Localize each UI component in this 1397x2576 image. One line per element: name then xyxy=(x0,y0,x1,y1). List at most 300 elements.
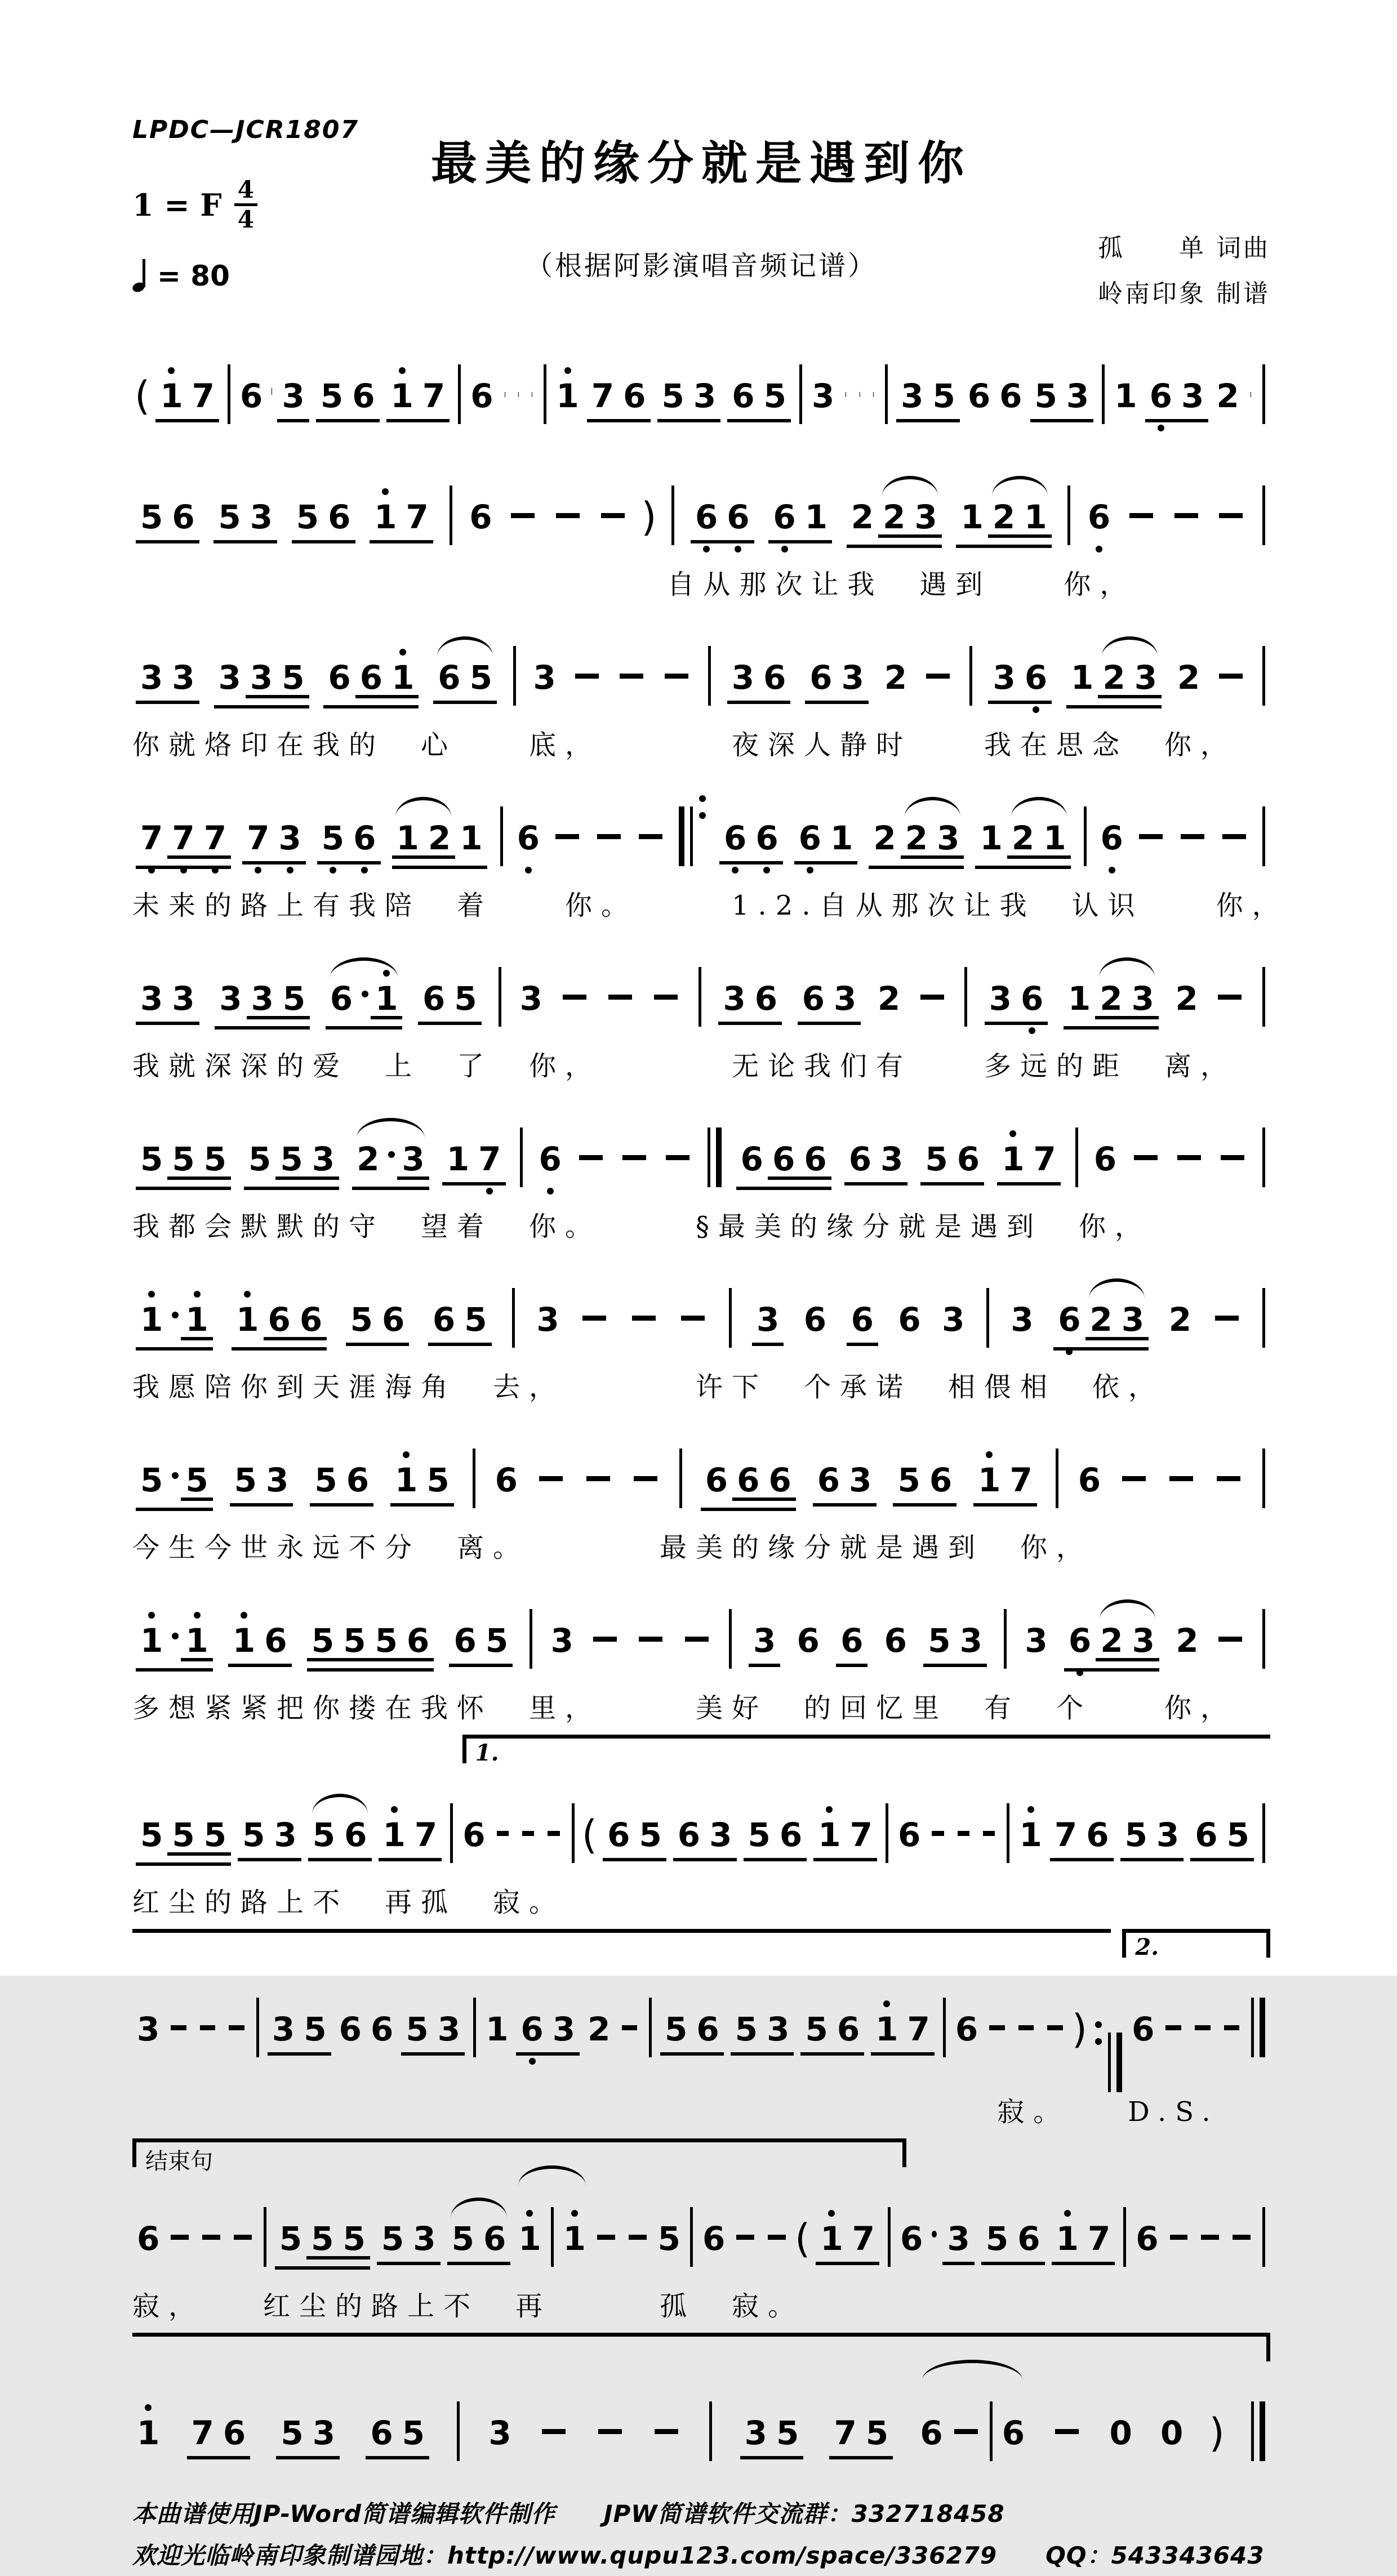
barline xyxy=(1099,364,1107,424)
music-system xyxy=(132,1729,1270,1920)
octave-dot-below xyxy=(525,867,532,873)
notation-line xyxy=(132,324,1270,442)
note: 2 xyxy=(1007,822,1039,854)
barline-stroke xyxy=(964,967,967,1027)
note: 3 xyxy=(829,982,861,1015)
duration-dash xyxy=(685,1637,709,1642)
barline-stroke xyxy=(690,2207,693,2267)
note: 3 xyxy=(274,822,305,854)
beam-group xyxy=(136,1303,213,1351)
augmentation-dot xyxy=(172,1633,179,1639)
barline-stroke xyxy=(458,364,461,424)
note: 3 xyxy=(308,1143,339,1175)
note: 6 xyxy=(893,1303,925,1336)
barline xyxy=(1081,806,1089,866)
note: 6 xyxy=(951,2013,982,2045)
beam-group xyxy=(268,2013,331,2056)
octave-dot-below xyxy=(807,867,813,873)
octave-dot-above xyxy=(194,1291,201,1298)
duration-dash xyxy=(1174,513,1198,518)
note: 3 xyxy=(807,380,839,412)
note: 6 xyxy=(1096,822,1128,854)
note: 6 xyxy=(264,1303,295,1336)
note: 1 xyxy=(371,982,402,1015)
octave-dot-below xyxy=(763,867,770,873)
note: 1 xyxy=(228,1624,260,1657)
note: 6 xyxy=(844,1143,876,1175)
duration-dash xyxy=(608,995,632,1000)
barline-stroke xyxy=(1260,1998,1265,2057)
note: 6 xyxy=(219,2417,250,2449)
barline-stroke xyxy=(500,806,503,866)
barline-stroke xyxy=(729,1609,732,1669)
octave-dot-below xyxy=(1029,1027,1035,1034)
note: 6 xyxy=(402,1624,434,1657)
octave-dot-above xyxy=(1009,1130,1016,1137)
repeat-dots xyxy=(1095,2021,1102,2045)
barline-stroke xyxy=(1075,1127,1078,1187)
note: 5 xyxy=(213,501,245,533)
notation-line xyxy=(132,1763,1270,1885)
music-system xyxy=(132,605,1270,763)
beam-group xyxy=(740,2417,804,2459)
footer xyxy=(132,2493,1270,2576)
barline xyxy=(1260,2207,1268,2267)
barline-stroke xyxy=(520,1127,523,1187)
lyrics-line: 红尘的路上不 再孤 寂。 xyxy=(132,1885,1270,1920)
note: 2 xyxy=(583,2013,615,2045)
note: 3 xyxy=(136,982,167,1015)
beam-group xyxy=(366,2417,429,2459)
quarter-note-icon xyxy=(132,259,152,293)
slur xyxy=(352,1143,429,1180)
notation-line xyxy=(132,2167,1270,2289)
note: 6 xyxy=(799,1303,831,1336)
beam-group xyxy=(718,982,782,1025)
barline-stroke xyxy=(709,2401,712,2461)
note: 5 xyxy=(731,2013,762,2045)
beam-group xyxy=(346,1303,410,1346)
note: 5 xyxy=(634,1819,666,1851)
beam-group xyxy=(997,1143,1061,1186)
duration-dash xyxy=(1139,834,1163,839)
note: 5 xyxy=(244,1143,275,1175)
octave-dot-above xyxy=(986,1451,993,1458)
octave-dot-above xyxy=(564,367,571,374)
barline-stroke xyxy=(1123,2207,1126,2267)
note: 6 xyxy=(732,1464,764,1496)
note: 5 xyxy=(299,2013,331,2045)
note: 6 xyxy=(722,501,754,533)
note: 6 xyxy=(466,380,497,412)
note: 5 xyxy=(181,1464,212,1496)
note: 6 xyxy=(428,1303,460,1336)
note: 6 xyxy=(1074,1464,1105,1496)
notation-line xyxy=(132,605,1270,728)
beam-group xyxy=(292,501,355,543)
note: 5 xyxy=(928,380,959,412)
barline xyxy=(882,364,891,424)
note: 3 xyxy=(910,501,941,533)
slur xyxy=(1096,1624,1159,1661)
barline xyxy=(677,1449,685,1508)
catalog-number: LPDC—JCR1807 xyxy=(132,115,359,144)
barline-stroke xyxy=(888,2207,891,2267)
slur xyxy=(878,501,942,538)
note: 3 xyxy=(246,661,277,694)
barline-stroke xyxy=(729,1288,732,1348)
note: 6 xyxy=(893,1819,925,1851)
beam-group xyxy=(1120,1819,1184,1861)
note: 5 xyxy=(275,2222,306,2255)
footer-site-note: 欢迎光临岭南印象制谱园地：http://www.qupu123.com/space/336279 QQ：543343643 xyxy=(132,2535,1270,2576)
note: 1 xyxy=(379,1819,410,1851)
note: 3 xyxy=(136,661,167,694)
note: 5 xyxy=(276,2417,308,2449)
duration-dash xyxy=(229,2025,244,2030)
note: 6 xyxy=(366,2013,398,2045)
lyrics-line: 我愿陪你到天涯海角 去， 许下 个承诺 相偎相 依， xyxy=(132,1370,1270,1405)
note: 6 xyxy=(727,380,759,412)
barline xyxy=(1260,485,1268,545)
barline xyxy=(1260,1449,1268,1508)
barline-stroke xyxy=(450,1803,453,1863)
note: 5 xyxy=(339,1624,370,1657)
song-title: 最美的缘分就是遇到你 xyxy=(132,127,1270,193)
beam-group xyxy=(392,822,487,869)
credit-lyricist: 孤 单 词曲 xyxy=(1098,225,1270,271)
note: 5 xyxy=(292,501,323,533)
augmentation-dot xyxy=(362,991,368,997)
barline-stroke xyxy=(1067,485,1070,545)
duration-dash xyxy=(1047,2025,1063,2030)
note: 3 xyxy=(988,661,1020,694)
note: 1 xyxy=(997,1143,1029,1175)
duration-dash xyxy=(1219,513,1243,518)
duration-dash xyxy=(598,2429,622,2434)
beam-group xyxy=(603,1819,666,1861)
note: 3 xyxy=(277,380,309,412)
note: 3 xyxy=(1177,380,1208,412)
note: 6 xyxy=(794,822,826,854)
barline-stroke xyxy=(1251,2401,1254,2461)
note: 6 xyxy=(323,661,355,694)
duration-dash xyxy=(665,674,688,679)
barline-stroke xyxy=(708,646,711,706)
note: 2 xyxy=(1085,1303,1117,1336)
augmentation-dot xyxy=(172,1472,179,1479)
barline xyxy=(987,2401,995,2461)
beam-group xyxy=(871,2013,935,2056)
duration-dash xyxy=(200,2025,216,2030)
barline-stroke xyxy=(1262,1803,1265,1863)
music-system xyxy=(132,1568,1270,1726)
octave-dot-below xyxy=(1158,425,1164,431)
note: 7 xyxy=(167,822,199,854)
barline xyxy=(687,2207,696,2267)
beam-group xyxy=(988,661,1052,704)
barline xyxy=(705,1127,724,1187)
beam-group xyxy=(316,380,380,422)
beam-subgroup xyxy=(247,982,310,1019)
slur xyxy=(326,982,403,1019)
note: 1 xyxy=(455,822,487,854)
note: 7 xyxy=(903,2013,935,2045)
octave-dot-above xyxy=(1027,1806,1034,1813)
beam-group xyxy=(744,1819,807,1861)
note: 6 xyxy=(1083,501,1115,533)
beam-group xyxy=(213,501,277,543)
octave-dot-above xyxy=(145,2404,152,2411)
barline xyxy=(447,485,455,545)
barline xyxy=(676,806,709,866)
beam-group xyxy=(449,1624,513,1667)
note: 6 xyxy=(768,501,800,533)
octave-dot-below xyxy=(1109,867,1115,873)
beam-group xyxy=(1030,380,1094,422)
beam-subgroup xyxy=(1007,822,1071,859)
duration-dash xyxy=(768,2235,786,2240)
note: 2 xyxy=(1171,982,1202,1015)
note: 5 xyxy=(277,661,309,694)
beam-group xyxy=(920,1143,984,1186)
beam-group xyxy=(1064,982,1159,1029)
note: 3 xyxy=(247,982,278,1015)
music-system xyxy=(132,1923,1270,2129)
note: 6 xyxy=(701,1464,732,1496)
beam-group xyxy=(136,661,199,704)
note: 7 xyxy=(242,822,274,854)
slur xyxy=(1007,822,1071,859)
note: 5 xyxy=(316,380,348,412)
notation-line xyxy=(132,1247,1270,1370)
beam-group xyxy=(1053,1303,1149,1351)
duration-dash xyxy=(542,2429,566,2434)
octave-dot-above xyxy=(826,1806,833,1813)
note: 6 xyxy=(479,2222,510,2255)
octave-dot-above xyxy=(382,488,389,495)
note: 6 xyxy=(1082,1819,1113,1851)
music-system xyxy=(132,926,1270,1084)
note: 1 xyxy=(975,822,1007,854)
duration-dash xyxy=(593,1637,617,1642)
barline-stroke xyxy=(1262,485,1265,545)
beam-group xyxy=(752,1303,784,1346)
meter-numerator: 4 xyxy=(234,177,257,206)
barline-stroke xyxy=(799,364,802,424)
barline-stroke xyxy=(264,2207,266,2267)
duration-dash xyxy=(539,1476,563,1481)
note: 6 xyxy=(896,2222,927,2255)
beam-group xyxy=(691,501,754,543)
barline-stroke xyxy=(473,1998,476,2057)
note: 1 xyxy=(956,501,987,533)
slur xyxy=(1095,982,1159,1019)
octave-dot-below xyxy=(735,546,741,552)
note: 7 xyxy=(1050,1819,1082,1851)
beam-group xyxy=(370,501,433,543)
duration-dash xyxy=(654,995,678,1000)
octave-dot-below xyxy=(781,546,788,552)
note: 3 xyxy=(532,1303,563,1336)
barline-stroke xyxy=(1262,1609,1265,1669)
beam-group xyxy=(805,661,869,704)
duration-dash xyxy=(563,995,586,1000)
note: 6 xyxy=(132,2222,164,2255)
duration-dash xyxy=(1215,1316,1239,1321)
note: 6 xyxy=(516,2013,548,2045)
beam-subgroup xyxy=(181,1303,212,1340)
note: 3 xyxy=(705,1819,736,1851)
note: 3 xyxy=(1117,1303,1149,1336)
note: 3 xyxy=(1127,982,1159,1015)
note: 6 xyxy=(619,380,650,412)
barline-stroke xyxy=(473,1449,475,1508)
note: 6 xyxy=(1145,380,1177,412)
beam-group xyxy=(390,1464,454,1507)
note: 3 xyxy=(896,380,928,412)
beam-subgroup xyxy=(397,1143,429,1180)
key-label: 1 = F xyxy=(132,187,222,223)
octave-dot-below xyxy=(1033,706,1039,713)
meter-denominator: 4 xyxy=(234,206,257,232)
barline xyxy=(541,364,549,424)
note: 7 xyxy=(474,1143,505,1175)
octave-dot-below xyxy=(732,867,738,873)
barline-stroke xyxy=(716,1127,722,1187)
lyrics-line: 我就深深的爱 上 了 你， 无论我们有 多远的距 离， xyxy=(132,1049,1270,1084)
duration-dash xyxy=(1201,2235,1219,2240)
octave-dot-above xyxy=(194,1612,201,1619)
barline-stroke xyxy=(1056,1449,1058,1508)
note: 3 xyxy=(408,2222,440,2255)
note: 5 xyxy=(772,2417,803,2449)
slur xyxy=(915,2385,1029,2449)
duration-dash xyxy=(202,2235,220,2240)
duration-dash xyxy=(1169,1476,1193,1481)
beam-subgroup xyxy=(371,982,402,1019)
beam-group xyxy=(187,2417,251,2459)
augmentation-dot xyxy=(388,1151,395,1158)
note: 6 xyxy=(1053,1303,1085,1336)
beam-group xyxy=(136,1819,231,1866)
note: 6 xyxy=(491,1464,522,1496)
note: 6 xyxy=(736,1143,768,1175)
barline xyxy=(726,1609,735,1669)
note: 5 xyxy=(1120,1819,1152,1851)
note: 5 xyxy=(308,1819,340,1851)
note: 1 xyxy=(813,1819,845,1851)
beam-group xyxy=(981,2222,1045,2265)
octave-dot-below xyxy=(287,867,293,873)
note: 1 xyxy=(181,1624,212,1657)
duration-dash xyxy=(579,1155,603,1160)
duration-dash xyxy=(1218,1637,1242,1642)
octave-dot-below xyxy=(361,867,368,873)
barline-stroke xyxy=(679,1449,682,1508)
note: 5 xyxy=(660,2013,692,2045)
octave-dot-above xyxy=(383,970,390,977)
volta-label: 1. xyxy=(475,1740,499,1766)
barline-stroke xyxy=(499,967,501,1027)
barline xyxy=(253,1998,262,2057)
note: 5 xyxy=(923,1624,955,1657)
barline-stroke xyxy=(690,806,693,866)
octave-dot-below xyxy=(486,1188,493,1195)
beam-group xyxy=(1064,1624,1159,1672)
tempo-marking xyxy=(132,259,230,293)
duration-dash xyxy=(1181,834,1204,839)
duration-dash xyxy=(1165,2025,1181,2030)
beam-group xyxy=(379,1819,442,1861)
note: 6 xyxy=(880,1624,911,1657)
note: 6 xyxy=(513,822,544,854)
note: 6 xyxy=(799,1143,831,1175)
duration-dash xyxy=(620,674,643,679)
note: 1 xyxy=(1020,501,1051,533)
barline-stroke xyxy=(256,1998,259,2057)
note: 1 xyxy=(1052,2222,1083,2255)
note: 5 xyxy=(238,1819,269,1851)
beam-subgroup xyxy=(392,822,456,859)
barline xyxy=(1260,1288,1268,1348)
lyrics-line: 未来的路上有我陪 着 你。 1.2.自从那次让我 认识 你， xyxy=(132,888,1270,923)
barline-stroke xyxy=(1262,2207,1265,2267)
duration-dash xyxy=(639,1637,662,1642)
note: 3 xyxy=(515,982,547,1015)
beam-group xyxy=(749,1624,780,1667)
note: 5 xyxy=(167,1143,199,1175)
barline-stroke xyxy=(1004,1609,1007,1669)
note: 6 xyxy=(603,1819,634,1851)
beam-group xyxy=(719,822,783,864)
duration-dash xyxy=(736,2235,754,2240)
credit-arranger: 岭南印象 制谱 xyxy=(1098,271,1270,317)
note: 2 xyxy=(878,501,910,533)
note: 6 xyxy=(995,380,1026,412)
note: 3 xyxy=(689,380,720,412)
beam-group xyxy=(813,1819,877,1861)
barline xyxy=(1248,2401,1268,2461)
barline-stroke xyxy=(986,1288,989,1348)
parenthesis: ) xyxy=(639,497,659,537)
duration-dash xyxy=(1170,2235,1188,2240)
barline-stroke xyxy=(572,1803,575,1863)
octave-dot-above xyxy=(168,367,175,374)
note: 6 xyxy=(793,1624,824,1657)
note: 5 xyxy=(339,2222,370,2255)
note: 6 xyxy=(335,2013,366,2045)
volta-label: 结束句 xyxy=(145,2143,213,2176)
barline-stroke xyxy=(885,364,888,424)
note: 1 xyxy=(390,1464,422,1496)
note: 7 xyxy=(402,501,433,533)
note: 1 xyxy=(1015,1819,1046,1851)
duration-dash xyxy=(1224,2025,1240,2030)
note: 3 xyxy=(215,982,246,1015)
beam-group xyxy=(813,1464,877,1507)
beam-subgroup xyxy=(306,2222,370,2259)
slur xyxy=(433,661,497,694)
duration-dash xyxy=(1219,674,1243,679)
note: 3 xyxy=(167,661,199,694)
beam-group xyxy=(418,982,482,1025)
note: 7 xyxy=(829,2417,861,2449)
beam-group xyxy=(701,1464,796,1511)
beam-subgroup xyxy=(1096,1624,1159,1661)
barline-stroke xyxy=(450,485,452,545)
parenthesis: ( xyxy=(580,1815,599,1855)
